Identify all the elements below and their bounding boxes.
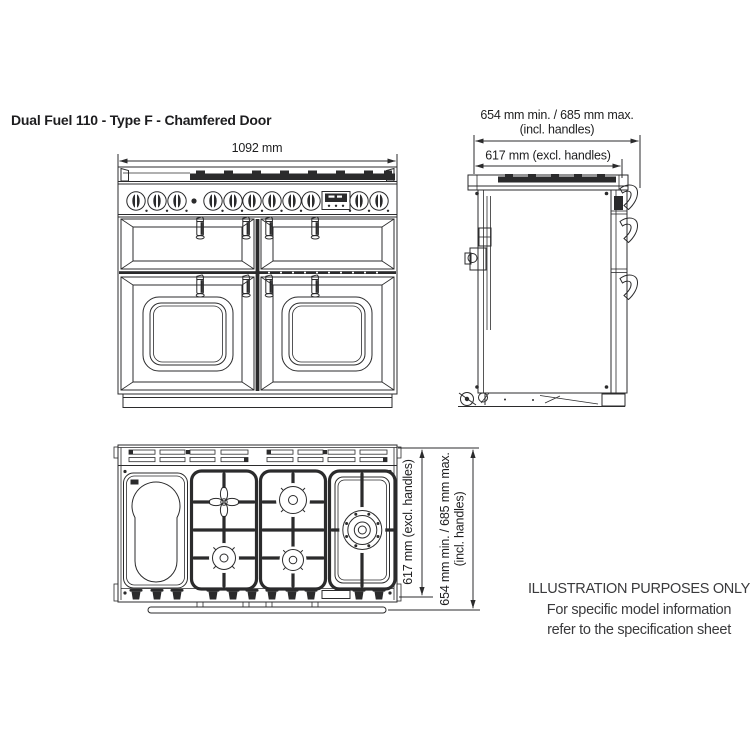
top-depth-incl-note: (incl. handles) bbox=[452, 491, 467, 567]
front-width-dimension bbox=[118, 141, 397, 169]
burner-small bbox=[280, 547, 307, 574]
footer-line-2: For specific model information bbox=[546, 601, 732, 618]
side-base bbox=[458, 393, 625, 407]
grill-door-right bbox=[261, 217, 394, 269]
front-control-panel bbox=[118, 192, 397, 218]
front-width-dimension-label: 1092 mm bbox=[231, 141, 283, 155]
ignition-button bbox=[191, 198, 196, 203]
wok-burner bbox=[339, 507, 385, 553]
simmer-burner-left bbox=[209, 543, 239, 573]
footer-note bbox=[519, 579, 750, 641]
top-view-handle-bar bbox=[148, 602, 386, 613]
griddle-plate bbox=[124, 473, 188, 588]
oven-window-left bbox=[143, 297, 233, 371]
rear-vent-slots bbox=[118, 450, 397, 466]
front-view-drawing bbox=[118, 141, 397, 408]
top-view-knobs bbox=[121, 589, 394, 600]
footer-line-1: ILLUSTRATION PURPOSES ONLY bbox=[527, 581, 750, 597]
wok-burner-section bbox=[330, 471, 396, 589]
side-depth-dimension-excl-handles bbox=[476, 149, 623, 179]
side-door-handles bbox=[614, 185, 638, 300]
side-depth-incl-note: (incl. handles) bbox=[519, 122, 595, 137]
indicator-dots bbox=[145, 210, 389, 212]
burner-medium bbox=[276, 483, 310, 517]
front-plinth bbox=[123, 394, 392, 408]
top-view-drawing bbox=[114, 445, 480, 613]
top-depth-excl-label: 617 mm (excl. handles) bbox=[401, 459, 415, 585]
clock-display bbox=[322, 192, 350, 210]
cross-burner bbox=[207, 485, 242, 520]
page-title: Dual Fuel 110 - Type F - Chamfered Door bbox=[11, 112, 272, 128]
side-depth-excl-label: 617 mm (excl. handles) bbox=[485, 148, 611, 163]
side-depth-incl-label: 654 mm min. / 685 mm max. bbox=[480, 108, 634, 122]
grill-door-left bbox=[121, 217, 254, 269]
top-depth-incl-label: 654 mm min. / 685 mm max. bbox=[438, 452, 452, 606]
oven-door-left bbox=[121, 275, 254, 390]
pan-support-left bbox=[192, 471, 257, 589]
footer-line-3: refer to the specification sheet bbox=[547, 622, 731, 638]
side-view-drawing bbox=[458, 108, 640, 407]
front-pan-supports bbox=[190, 171, 395, 181]
pan-support-middle bbox=[261, 471, 326, 589]
oven-window-right bbox=[282, 297, 372, 371]
oven-door-right bbox=[261, 275, 394, 390]
